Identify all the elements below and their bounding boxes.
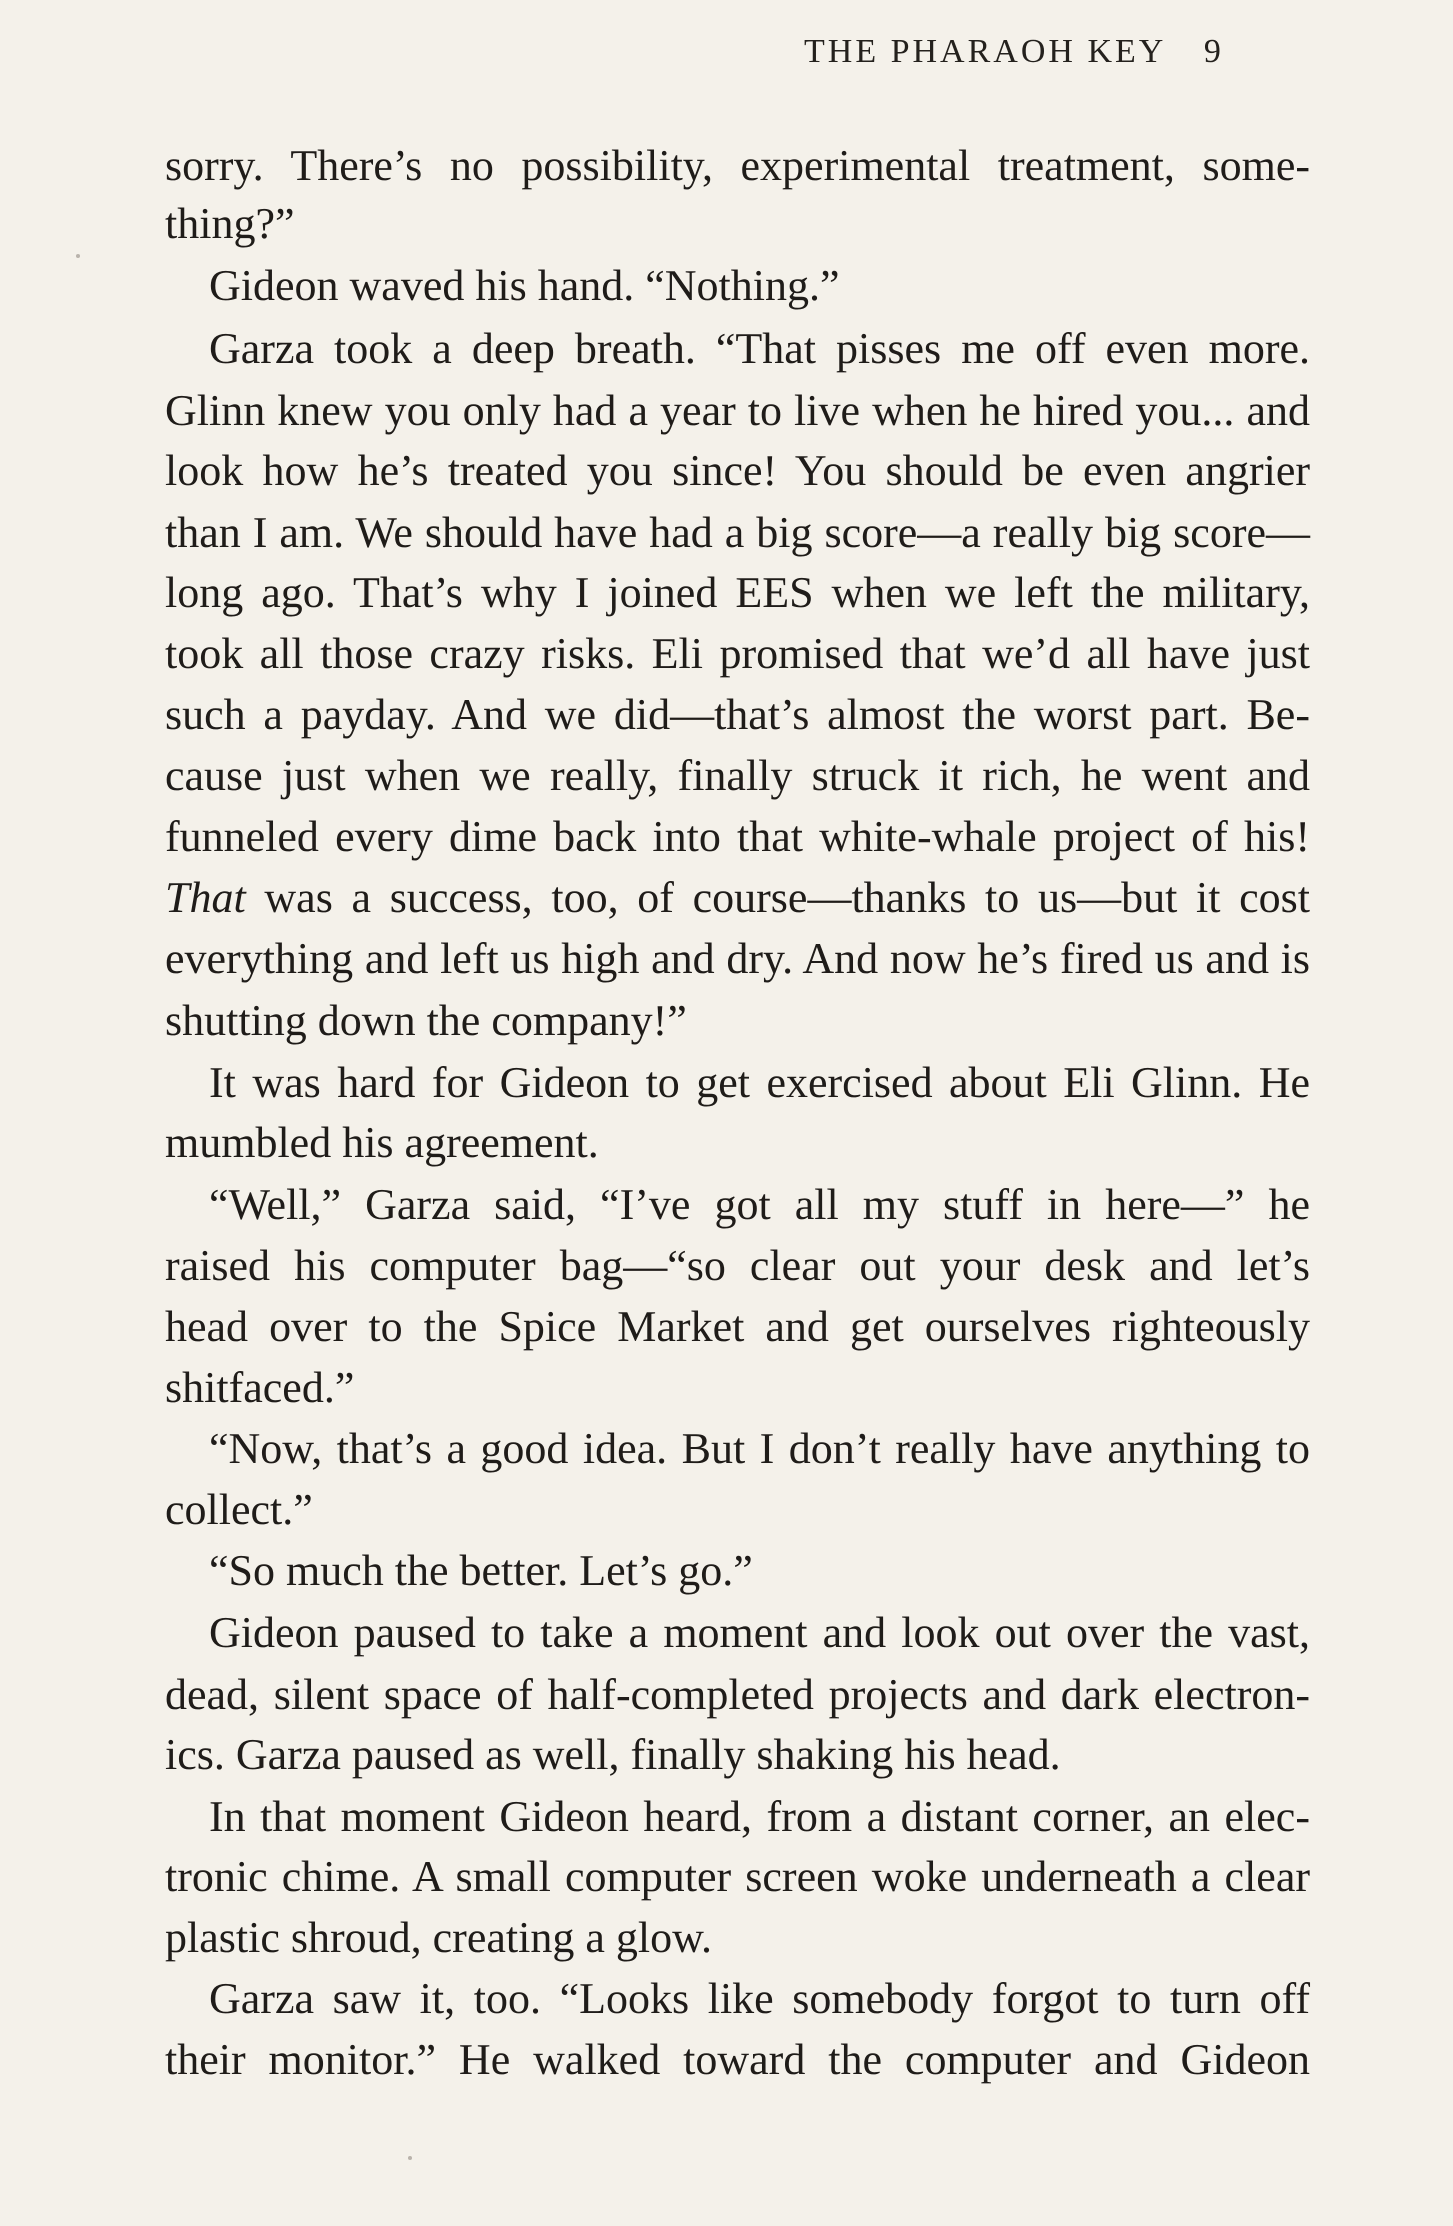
line-text: was a success, too, of course—thanks to us—but it cost [245,873,1310,922]
text-line: shitfaced.” [165,1363,355,1412]
running-head [804,28,1304,76]
text-line: plastic shroud, creating a glow. [165,1913,712,1962]
text-line: “So much the better. Let’s go.” [209,1546,753,1595]
text-line: It was hard for Gideon to get exercised about Eli Glinn. He [209,1058,1310,1107]
text-line: Garza took a deep breath. “That pisses me off even more. [209,324,1310,373]
paper-speck [76,254,80,258]
text-line: collect.” [165,1485,313,1534]
running-title: THE PHARAOH KEY [804,33,1167,70]
text-line: shutting down the company!” [165,996,687,1045]
text-line: such a payday. And we did—that’s almost the worst part. Be- [165,690,1310,739]
text-line: head over to the Spice Market and get ourselves righteously [165,1302,1310,1351]
text-line: dead, silent space of half-completed projects and dark electron- [165,1670,1310,1719]
text-line: their monitor.” He walked toward the computer and Gideon [165,2035,1310,2084]
text-line: took all those crazy risks. Eli promised that we’d all have just [165,629,1310,678]
text-line: thing?” [165,199,295,248]
text-line: mumbled his agreement. [165,1118,599,1167]
text-line [165,872,1310,924]
text-line: Gideon paused to take a moment and look out over the vast, [209,1608,1310,1657]
text-line: tronic chime. A small computer screen woke underneath a clear [165,1852,1310,1901]
text-line: everything and left us high and dry. And now he’s fired us and is [165,934,1310,983]
italic-word: That [165,873,246,922]
paper-speck [408,2156,412,2160]
text-line: look how he’s treated you since! You should be even angrier [165,446,1310,495]
text-line: sorry. There’s no possibility, experimental treatment, some- [165,141,1310,190]
text-line: Glinn knew you only had a year to live when he hired you... and [165,386,1310,435]
text-line: than I am. We should have had a big score—a really big score— [165,508,1310,557]
text-line: ics. Garza paused as well, finally shaking his head. [165,1730,1061,1779]
text-line: “Well,” Garza said, “I’ve got all my stuff in here—” he [209,1180,1310,1229]
page-number: 9 [1203,33,1224,70]
text-line: In that moment Gideon heard, from a distant corner, an elec- [209,1792,1310,1841]
text-line: raised his computer bag—“so clear out your desk and let’s [165,1241,1310,1290]
text-line: “Now, that’s a good idea. But I don’t really have anything to [209,1424,1310,1473]
text-line: cause just when we really, finally struck it rich, he went and [165,751,1310,800]
text-line: Garza saw it, too. “Looks like somebody forgot to turn off [209,1974,1310,2023]
text-line: long ago. That’s why I joined EES when we left the military, [165,568,1310,617]
text-line: funneled every dime back into that white-whale project of his! [165,812,1310,861]
text-line: Gideon waved his hand. “Nothing.” [209,261,840,310]
